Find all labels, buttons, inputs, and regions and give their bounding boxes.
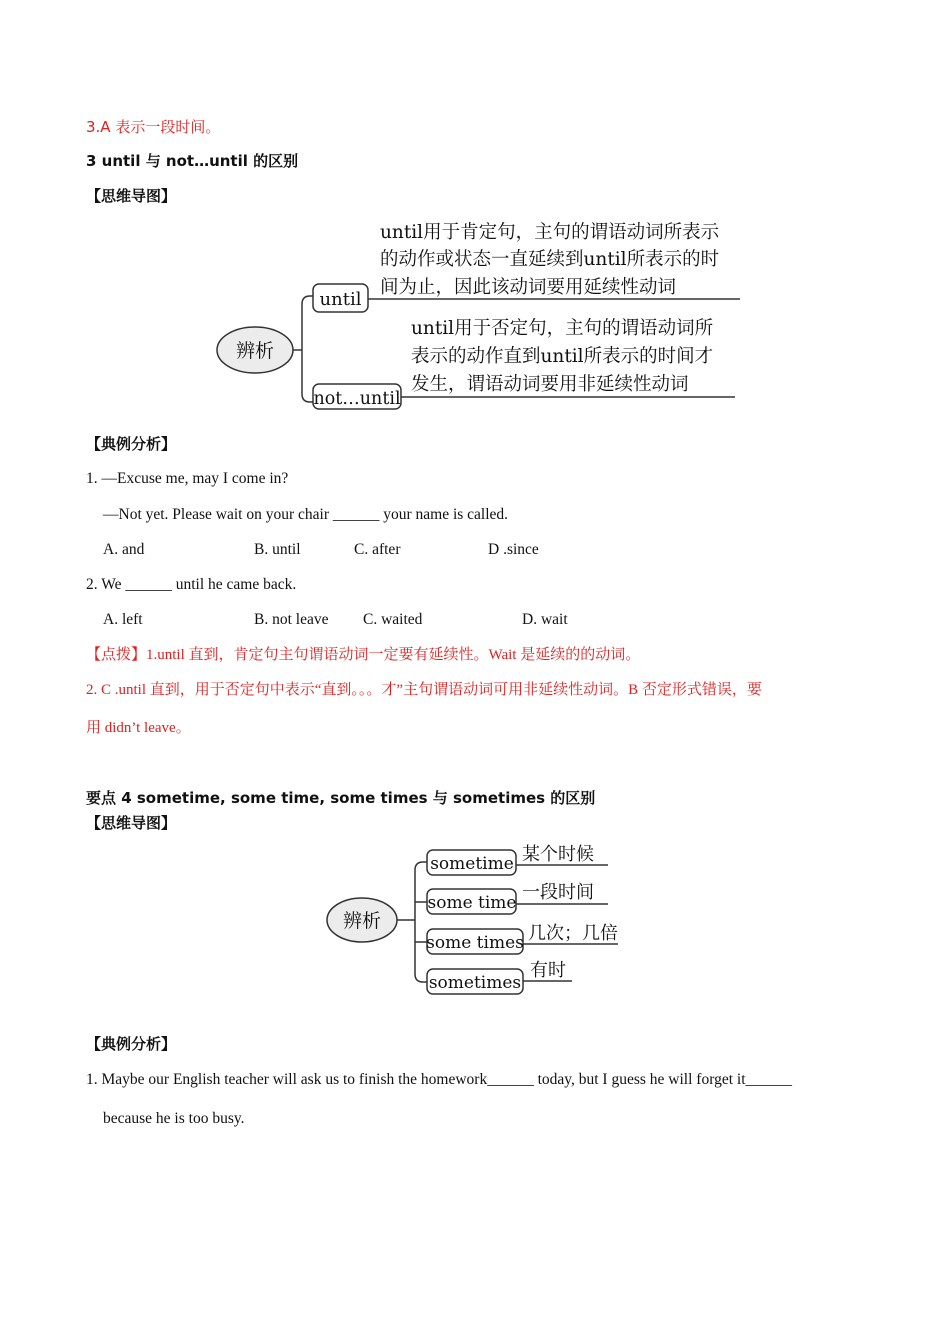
q2-option-d: D. wait	[522, 611, 568, 628]
q1-option-c: C. after	[354, 541, 401, 558]
p4-q1-line2: because he is too busy.	[103, 1110, 245, 1127]
mindmap1-connector	[293, 296, 315, 402]
point4-heading: 要点 4 sometime, some time, some times 与 sometimes 的区别	[86, 789, 596, 807]
mindmap2-meaning-some-times: 几次；几倍	[528, 923, 618, 944]
point4-mindmap-label: 【思维导图】	[86, 814, 177, 832]
q2-option-c: C. waited	[363, 611, 423, 628]
mindmap2-item-sometimes-label: sometimes	[428, 973, 522, 993]
mindmap2-meaning-sometimes: 有时	[530, 960, 566, 981]
q1-line2: —Not yet. Please wait on your chair ______ your name is called.	[103, 506, 509, 523]
hint-line1: 【点拨】1.until 直到，肯定句主句谓语动词一定要有延续性。Wait 是延续的的动词。	[86, 647, 641, 663]
q1-option-b: B. until	[254, 541, 301, 558]
mindmap2-item-sometime-label: sometime	[430, 854, 514, 874]
mindmap1-until-desc-line1: until用于肯定句，主句的谓语动词所表示	[380, 222, 720, 243]
mindmap2-root-label: 辨析	[342, 910, 382, 932]
mindmap2-item-some-times-label: some times	[426, 933, 524, 953]
q2-line1: 2. We ______ until he came back.	[86, 576, 297, 593]
p4-q1-line1: 1. Maybe our English teacher will ask us to finish the homework______ today, but I guess he will forget it______	[86, 1071, 792, 1088]
mindmap1-notuntil-desc-line1: until用于否定句，主句的谓语动词所	[411, 318, 714, 339]
mindmap2-meaning-some-time: 一段时间	[522, 882, 594, 903]
hint-line3: 用 didn’t leave。	[86, 720, 191, 736]
point3-heading: 3 until 与 not…until 的区别	[86, 152, 299, 170]
mindmap-sometime	[320, 838, 630, 998]
mindmap1-until-desc-line3: 间为止，因此该动词要用延续性动词	[380, 277, 677, 298]
point3-examples-label: 【典例分析】	[86, 435, 177, 453]
mindmap1-branch-notuntil-label: not…until	[313, 389, 401, 409]
q1-option-d: D .since	[488, 541, 539, 558]
mindmap2-item-some-time-label: some time	[427, 893, 517, 913]
point3-mindmap-label: 【思维导图】	[86, 187, 177, 205]
q1-option-a: A. and	[103, 541, 145, 558]
mindmap1-notuntil-desc-line3: 发生，谓语动词要用非延续性动词	[411, 374, 689, 395]
q2-option-b: B. not leave	[254, 611, 329, 628]
section3-answer: 3.A 表示一段时间。	[86, 118, 221, 136]
mindmap-until	[205, 212, 750, 412]
q1-line1: 1. —Excuse me, may I come in?	[86, 470, 289, 487]
mindmap1-branch-until-label: until	[319, 289, 362, 310]
q2-option-a: A. left	[103, 611, 143, 628]
mindmap2-connector	[397, 862, 428, 982]
hint-line2: 2. C .until 直到，用于否定句中表示“直到。。。才”主句谓语动词可用非延续性动词。B 否定形式错误，要	[86, 682, 762, 698]
mindmap1-notuntil-desc-line2: 表示的动作直到until所表示的时间才	[411, 346, 714, 367]
mindmap1-root-label: 辨析	[235, 340, 275, 362]
mindmap1-until-desc-line2: 的动作或状态一直延续到until所表示的时	[380, 249, 720, 270]
point4-examples-label: 【典例分析】	[86, 1035, 177, 1053]
mindmap2-meaning-sometime: 某个时候	[522, 844, 594, 865]
